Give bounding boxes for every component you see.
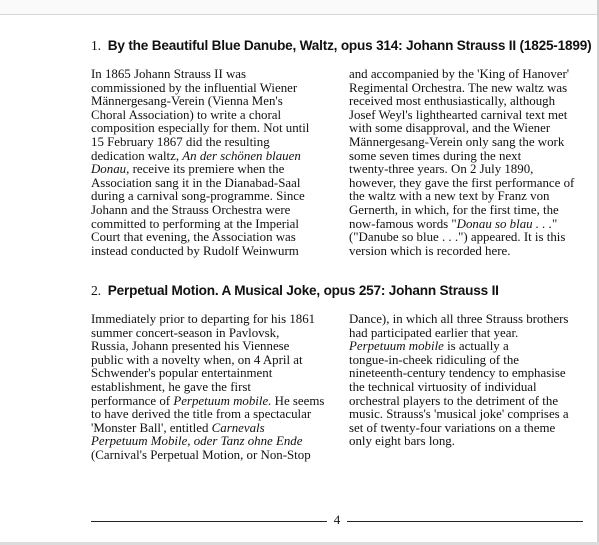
text-run: He seems: [271, 393, 325, 408]
text-line: Johann and the Strauss Orchestra were: [91, 202, 291, 217]
italic-title: Carnevals: [211, 420, 265, 435]
footer-rule-right: [347, 521, 583, 522]
text-run: receive its premiere when the: [132, 162, 285, 177]
text-line-mixed: [349, 340, 569, 354]
text-run: is actually a: [443, 339, 509, 354]
text-run: ": [551, 216, 558, 231]
section-1-heading: [91, 38, 591, 54]
italic-title: Donau,: [91, 162, 130, 177]
text-line: Männergesang-Verein (Vienna Men's: [91, 94, 283, 109]
text-line: Gernerth, in which, for the first time, the: [349, 202, 559, 217]
text-line: 15 February 1867 did the resulting: [91, 134, 270, 149]
text-line: the waltz with a new text by Franz von: [349, 189, 550, 204]
text-line: and accompanied by the 'King of Hanover': [349, 67, 570, 81]
text-line: the technical virtuosity of individual: [349, 379, 537, 394]
text-line: with some disapproval, and the Wiener: [349, 121, 551, 136]
text-line: however, they gave the first performance of: [349, 175, 575, 190]
text-line-mixed: [91, 395, 324, 409]
footer-rule-left: [91, 521, 327, 522]
text-line: In 1865 Johann Strauss II was: [91, 67, 247, 81]
text-line: had participated earlier that year.: [349, 325, 519, 340]
text-line: Russia, Johann presented his Viennese: [91, 339, 290, 354]
text-line: music. Strauss's 'musical joke' comprises a: [349, 407, 569, 422]
text-line: establishment, he gave the first: [91, 379, 252, 394]
text-line: summer concert-season in Pavlovsk,: [91, 325, 280, 340]
section-1-number: 1.: [91, 38, 101, 53]
section-2-title: Perpetual Motion. A Musical Joke, opus 257: Johann Strauss II: [107, 283, 499, 298]
section-2-left-column: [91, 313, 324, 463]
section-1-right-column: [349, 68, 574, 258]
text-line: Court that evening, the Association was: [91, 230, 296, 245]
text-run: dedication waltz,: [91, 148, 180, 163]
text-line: commissioned by the influential Wiener: [91, 80, 298, 95]
section-2-number: 2.: [91, 283, 101, 298]
text-line: (Carnival's Perpetual Motion, or Non-Stop: [91, 447, 311, 462]
text-line: tongue-in-cheek ridiculing of the: [349, 352, 520, 367]
text-line: version which is recorded here.: [349, 243, 511, 258]
italic-title: Perpetuum mobile.: [173, 393, 272, 408]
text-line: composition especially for them. Not until: [91, 121, 310, 136]
italic-title: Perpetuum mobile: [349, 339, 444, 354]
text-line-mixed: [91, 163, 309, 177]
text-run: now-famous words ": [349, 216, 457, 231]
scan-top-edge: [0, 0, 599, 15]
italic-title: Perpetuum Mobile, oder Tanz ohne Ende: [91, 434, 303, 449]
italic-title: An der schönen blauen: [182, 148, 301, 163]
section-2-heading: [91, 283, 499, 299]
text-line: Josef Weyl's lighthearted carnival text met: [349, 107, 568, 122]
text-line: public with a novelty when, on 4 April at: [91, 352, 303, 367]
text-line: Association sang it in the Dianabad-Saal: [91, 175, 301, 190]
text-line: Männergesang-Verein only sang the work: [349, 134, 565, 149]
text-run: 'Monster Ball', entitled: [91, 420, 209, 435]
text-line: committed to performing at the Imperial: [91, 216, 299, 231]
text-line: instead conducted by Rudolf Weinwurm: [91, 243, 299, 258]
text-line: only eight bars long.: [349, 434, 455, 449]
text-line: twenty-three years. On 2 July 1890,: [349, 162, 534, 177]
text-line: set of twenty-four variations on a theme: [349, 420, 556, 435]
text-line-mixed: [349, 218, 574, 232]
text-line-mixed: [91, 422, 324, 436]
text-line: Immediately prior to departing for his 1861: [91, 312, 316, 326]
section-1-title: By the Beautiful Blue Danube, Waltz, opus 314: Johann Strauss II (1825-1899): [107, 38, 592, 53]
text-run: performance of: [91, 393, 171, 408]
text-line: Dance), in which all three Strauss brothers: [349, 312, 569, 326]
italic-quote: Donau so blau . . .: [456, 216, 552, 231]
text-line: nineteenth-century tendency to emphasise: [349, 366, 566, 381]
text-line: orchestral players to the detriment of the: [349, 393, 559, 408]
section-2-right-column: [349, 313, 569, 449]
text-line: during a carnival song-programme. Since: [91, 189, 305, 204]
text-line-mixed: [91, 150, 309, 164]
text-line-italic: [91, 435, 324, 449]
text-line: Schwender's popular entertainment: [91, 366, 273, 381]
text-line: ("Danube so blue . . .") appeared. It is this: [349, 230, 566, 245]
page-number: 4: [333, 512, 341, 527]
text-line: Choral Association) to write a choral: [91, 107, 282, 122]
section-1-left-column: [91, 68, 309, 258]
text-line: some seven times during the next: [349, 148, 522, 163]
text-line: received most enthusiastically, although: [349, 94, 556, 109]
text-line: to have derived the title from a spectacular: [91, 407, 312, 422]
text-line: Regimental Orchestra. The new waltz was: [349, 80, 568, 95]
